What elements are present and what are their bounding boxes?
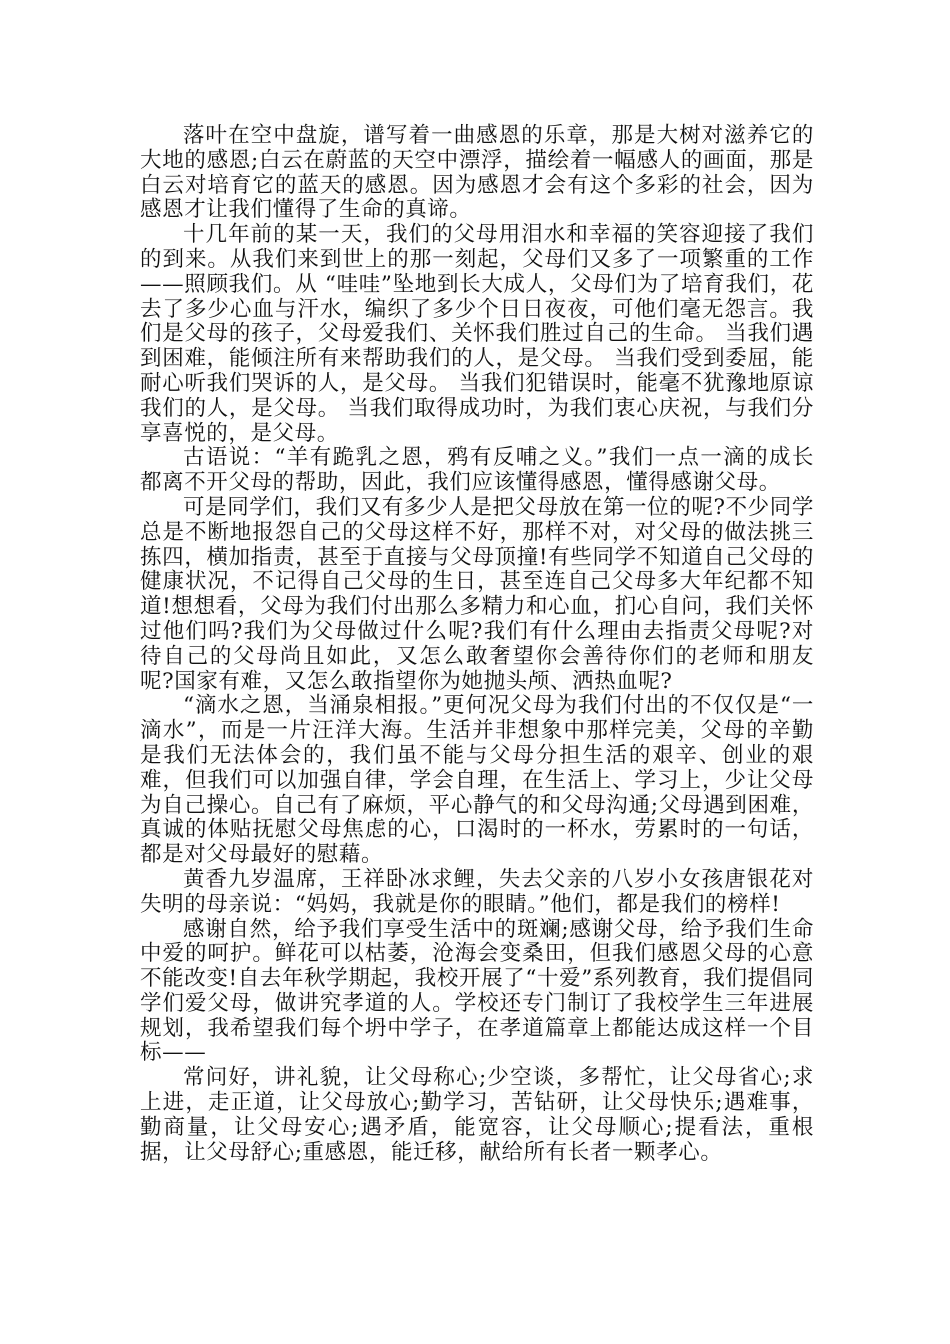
document-body [140,124,814,1165]
paragraph-5: “滴水之恩，当涌泉相报。”更何况父母为我们付出的不仅仅是“一滴水”，而是一片汪洋大海。生活并非想象中那样完美，父母的辛勤是我们无法体会的，我们虽不能与父母分担生活的艰辛、创业的艰难，但我们可以加强自律，学会自理，在生活上、学习上，少让父母为自己操心。自己有了麻烦，平心静气的和父母沟通;父母遇到困难，真诚的体贴抚慰父母焦虑的心，口渴时的一杯水，劳累时的一句话，都是对父母最好的慰藉。 [140,693,814,868]
paragraph-8: 常问好，讲礼貌，让父母称心;少空谈，多帮忙，让父母省心;求上进，走正道，让父母放心;勤学习，苦钻研，让父母快乐;遇难事，勤商量，让父母安心;遇矛盾，能宽容，让父母顺心;提看法，重根据，让父母舒心;重感恩，能迁移，献给所有长者一颗孝心。 [140,1065,814,1165]
paragraph-4: 可是同学们，我们又有多少人是把父母放在第一位的呢?不少同学总是不断地报怨自己的父母这样不好，那样不对，对父母的做法挑三拣四，横加指责，甚至于直接与父母顶撞!有些同学不知道自己父母的健康状况，不记得自己父母的生日，甚至连自己父母多大年纪都不知道!想想看，父母为我们付出那么多精力和心血，扪心自问，我们关怀过他们吗?我们为父母做过什么呢?我们有什么理由去指责父母呢?对待自己的父母尚且如此，又怎么敢奢望你会善待你们的老师和朋友呢?国家有难，又怎么敢指望你为她抛头颅、洒热血呢? [140,494,814,694]
paragraph-1: 落叶在空中盘旋，谱写着一曲感恩的乐章，那是大树对滋养它的大地的感恩;白云在蔚蓝的天空中漂浮，描绘着一幅感人的画面，那是白云对培育它的蓝天的感恩。因为感恩才会有这个多彩的社会，因为感恩才让我们懂得了生命的真谛。 [140,123,814,223]
paragraph-2: 十几年前的某一天，我们的父母用泪水和幸福的笑容迎接了我们的到来。从我们来到世上的那一刻起，父母们又多了一项繁重的工作——照顾我们。从 “哇哇”坠地到长大成人，父母们为了培育我们，花去了多少心血与汗水，编织了多少个日日夜夜，可他们毫无怨言。我们是父母的孩子，父母爱我们、关怀我们胜过自己的生命。 当我们遇到困难，能倾注所有来帮助我们的人，是父母。 当我们受到委屈，能耐心听我们哭诉的人，是父母。 当我们犯错误时，能毫不犹豫地原谅我们的人，是父母。 当我们取得成功时，为我们衷心庆祝，与我们分享喜悦的，是父母。 [140,222,814,446]
paragraph-3: 古语说：“羊有跪乳之恩，鸦有反哺之义。”我们一点一滴的成长都离不开父母的帮助，因此，我们应该懂得感恩，懂得感谢父母。 [140,445,814,496]
paragraph-6: 黄香九岁温席，王祥卧冰求鲤，失去父亲的八岁小女孩唐银花对失明的母亲说：“妈妈，我就是你的眼睛。”他们，都是我们的榜样! [140,866,814,917]
paragraph-7: 感谢自然，给予我们享受生活中的斑斓;感谢父母，给予我们生命中爱的呵护。鲜花可以枯萎，沧海会变桑田，但我们感恩父母的心意不能改变!自去年秋学期起，我校开展了“十爱”系列教育，我们提倡同学们爱父母，做讲究孝道的人。学校还专门制订了我校学生三年进展规划，我希望我们每个坍中学子，在孝道篇章上都能达成这样一个目标—— [140,916,814,1066]
